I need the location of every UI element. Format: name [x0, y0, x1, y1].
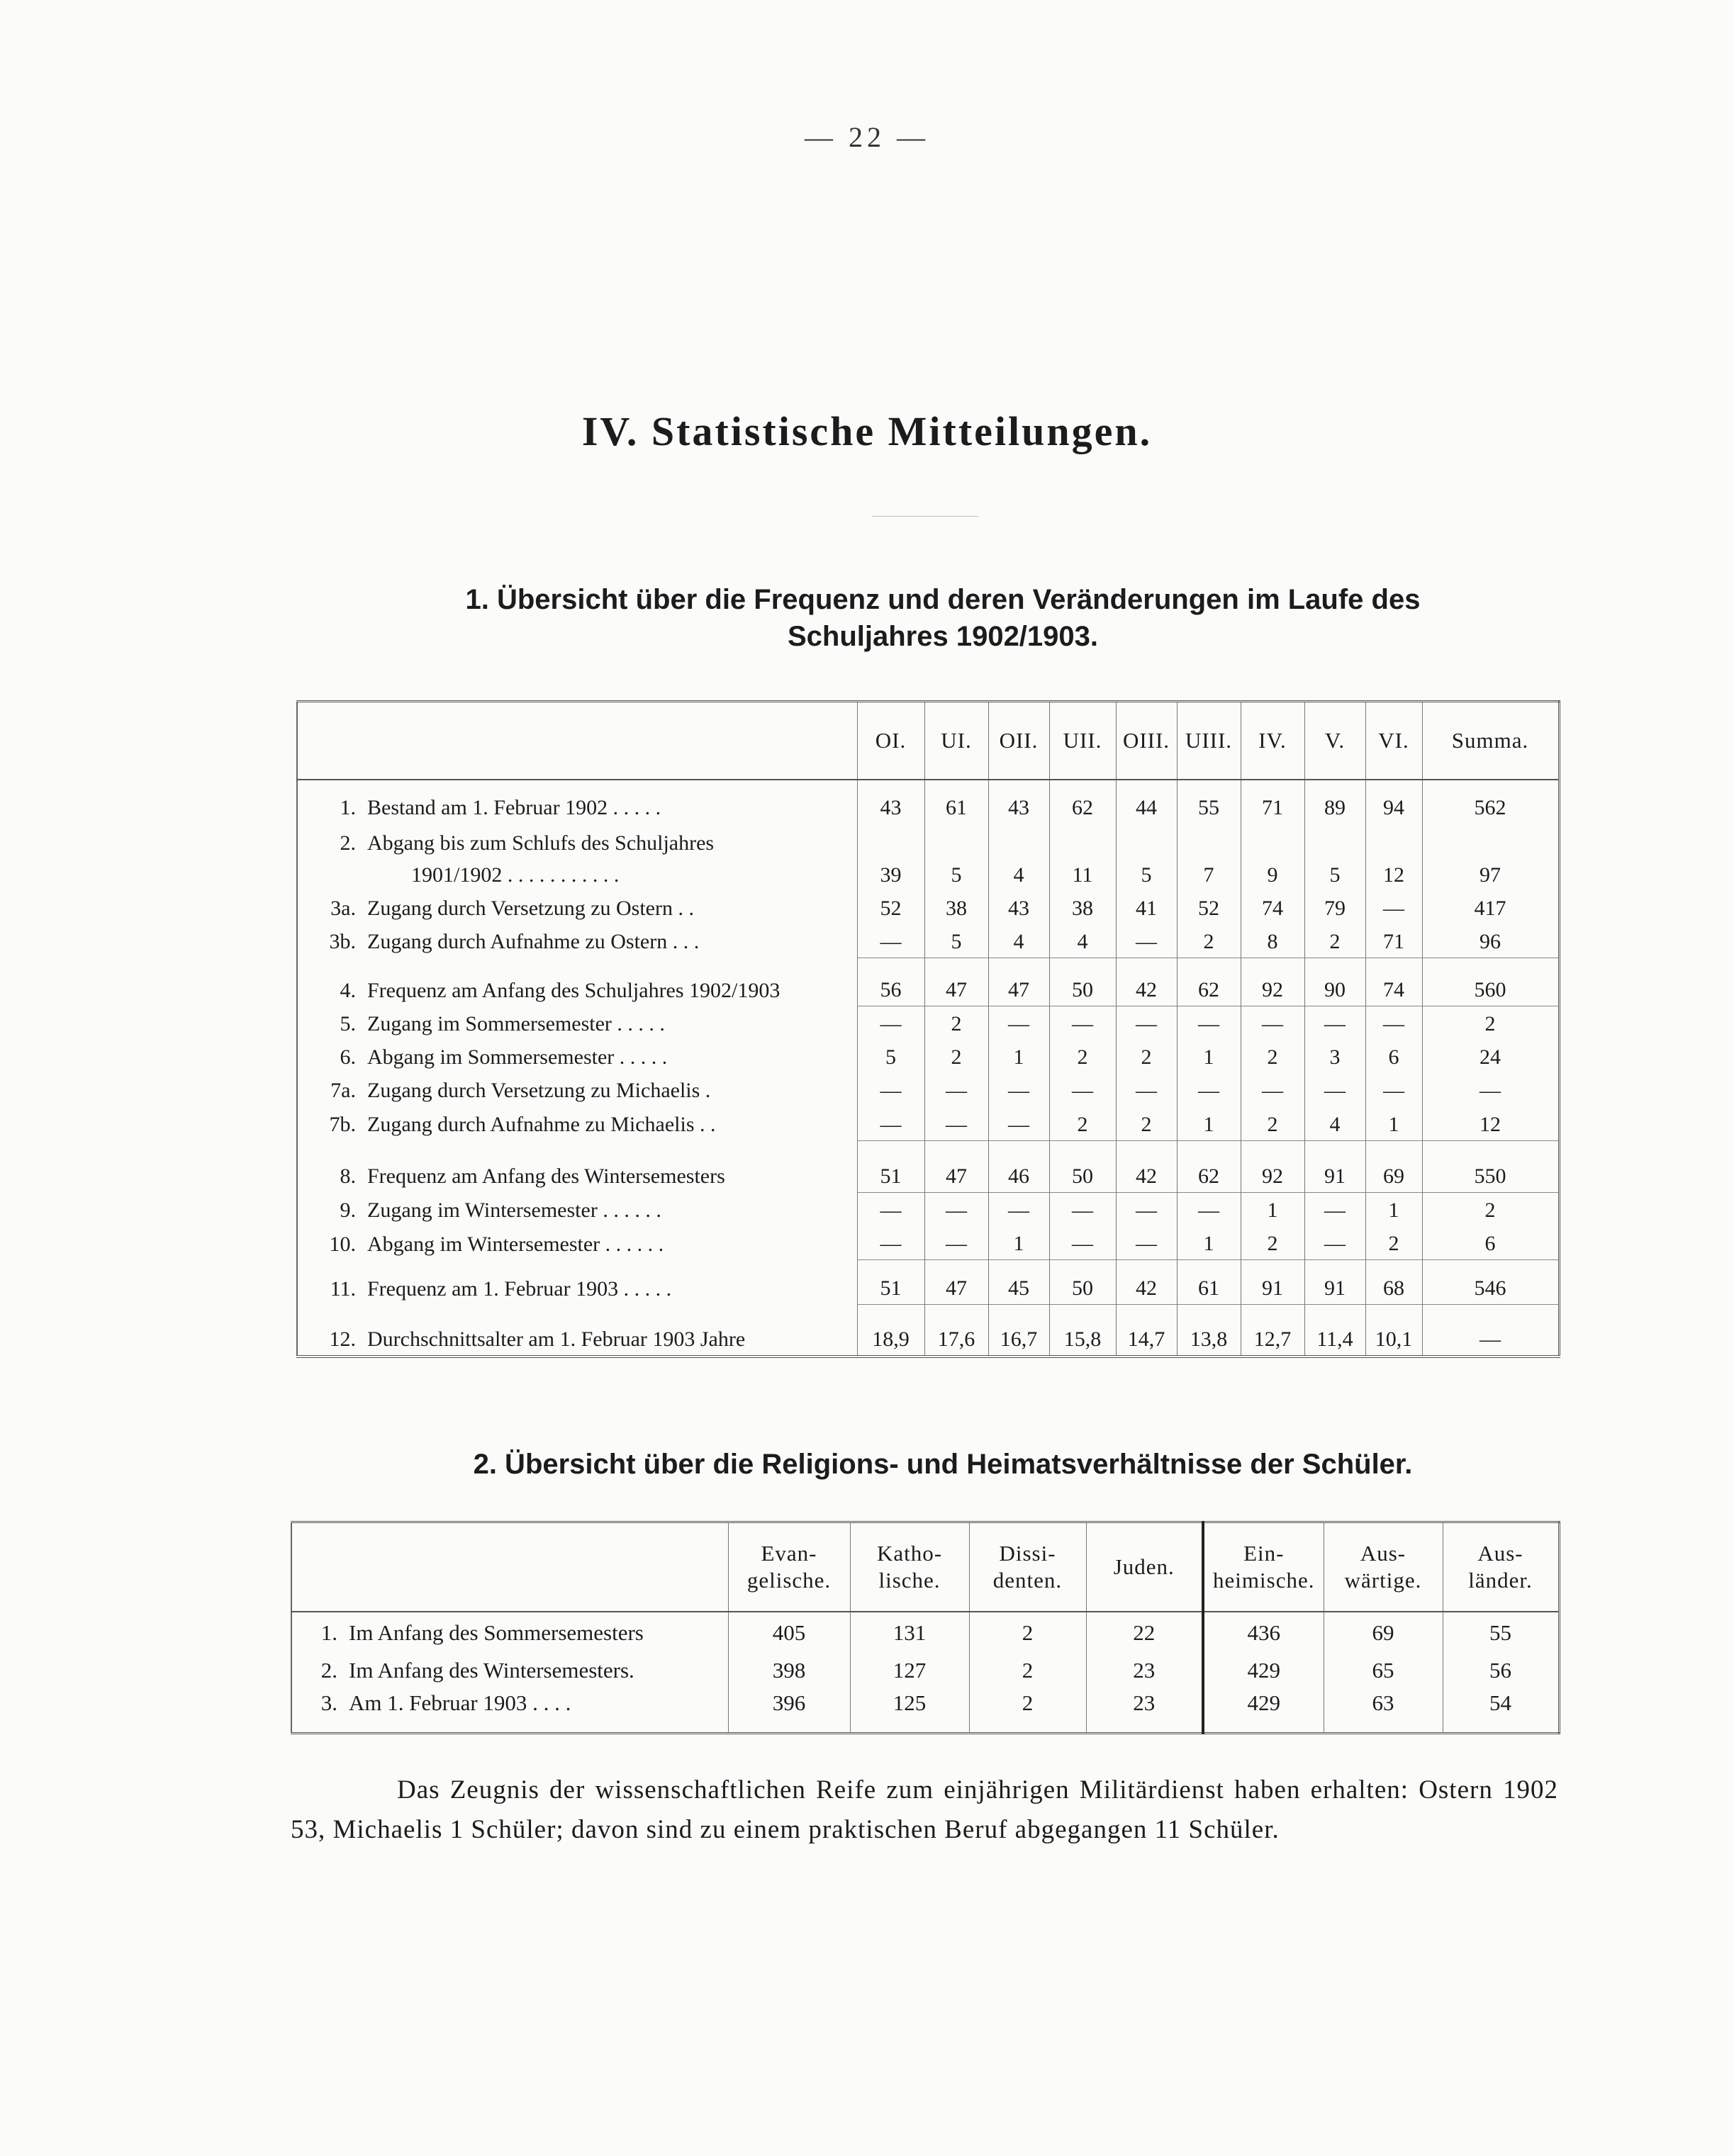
- header-empty: [297, 702, 857, 780]
- row-number: 1.: [320, 1620, 337, 1645]
- table-cell: —: [1241, 1073, 1304, 1106]
- column-header-line2: wärtige.: [1344, 1567, 1422, 1593]
- table-cell: 2: [1304, 924, 1365, 958]
- table-cell: 46: [988, 1140, 1049, 1192]
- column-header: OI.: [857, 702, 924, 780]
- table-row: [297, 1260, 1559, 1305]
- table-row: [291, 1687, 1559, 1719]
- table-cell: —: [1116, 1192, 1177, 1226]
- table-cell: 12: [1422, 1106, 1559, 1140]
- table-cell: 14,7: [1116, 1305, 1177, 1357]
- table-cell: —: [924, 1192, 988, 1226]
- row-label-text: Zugang durch Aufnahme zu Michaelis . .: [367, 1113, 716, 1137]
- row-label-text-continued: 1901/1902 . . . . . . . . . . .: [411, 863, 620, 887]
- column-header: [728, 1522, 850, 1612]
- table-cell: 8: [1241, 924, 1304, 958]
- row-label-text: Bestand am 1. Februar 1902 . . . . .: [367, 796, 661, 820]
- table-cell: 89: [1304, 780, 1365, 824]
- spacer-cell: [850, 1719, 969, 1734]
- section-title: IV. Statistische Mitteilungen.: [581, 408, 1153, 454]
- table-cell: —: [1049, 1192, 1116, 1226]
- table-cell: 2: [1116, 1106, 1177, 1140]
- table-row: [291, 1654, 1559, 1687]
- column-header: UII.: [1049, 702, 1116, 780]
- header-empty: [291, 1522, 728, 1612]
- row-number: 7a.: [330, 1079, 356, 1103]
- table-cell: 90: [1304, 958, 1365, 1006]
- table-cell: 1: [1177, 1226, 1241, 1260]
- table-cell: 13,8: [1177, 1305, 1241, 1357]
- table-cell: 68: [1365, 1260, 1422, 1305]
- table-cell: 91: [1241, 1260, 1304, 1305]
- column-header-line1: Ein-: [1243, 1540, 1285, 1566]
- table-row: [297, 1040, 1559, 1073]
- table-cell: 127: [850, 1654, 969, 1687]
- table-cell: 43: [988, 780, 1049, 824]
- row-label: [297, 1305, 857, 1357]
- table-cell: 398: [728, 1654, 850, 1687]
- table-row: [297, 924, 1559, 958]
- table-cell: 550: [1422, 1140, 1559, 1192]
- table-cell: 38: [1049, 891, 1116, 924]
- table-cell: —: [924, 1226, 988, 1260]
- table-cell: 38: [924, 891, 988, 924]
- table-cell: 2: [1049, 1106, 1116, 1140]
- table-cell: 62: [1177, 958, 1241, 1006]
- table-cell: 2: [1365, 1226, 1422, 1260]
- table-cell: 47: [924, 1140, 988, 1192]
- table-cell: 560: [1422, 958, 1559, 1006]
- column-header: OII.: [988, 702, 1049, 780]
- table-cell: —: [1049, 1073, 1116, 1106]
- table-cell: 52: [1177, 891, 1241, 924]
- table-row: [297, 1192, 1559, 1226]
- table-cell: 1: [1241, 1192, 1304, 1226]
- table-cell: 2: [924, 1006, 988, 1040]
- spacer-cell: [1086, 1719, 1203, 1734]
- column-header: [1086, 1522, 1203, 1612]
- row-label-text: Im Anfang des Wintersemesters.: [349, 1657, 634, 1683]
- row-number: 12.: [329, 1327, 356, 1351]
- table-cell: 55: [1443, 1612, 1559, 1654]
- footnote-text: Das Zeugnis der wissenschaftlichen Reife zum einjährigen Militärdienst haben erhalten: Ostern 1902 53, Michaelis 1 Schüler; davon sind zu einem praktischen Beruf abgegangen 11 Schüler.: [291, 1775, 1558, 1844]
- row-number: 3.: [320, 1690, 337, 1715]
- spacer-row: [291, 1719, 1559, 1734]
- table-cell: —: [1304, 1006, 1365, 1040]
- table-cell: 42: [1116, 1260, 1177, 1305]
- column-header-line1: Juden.: [1113, 1554, 1175, 1579]
- table-cell: 405: [728, 1612, 850, 1654]
- table-cell: 43: [857, 780, 924, 824]
- table-cell: 97: [1422, 824, 1559, 890]
- table-cell: 47: [988, 958, 1049, 1006]
- table-cell: —: [1116, 1073, 1177, 1106]
- column-header-line2: lische.: [878, 1567, 941, 1593]
- row-label-text: Durchschnittsalter am 1. Februar 1903 Jahre: [367, 1327, 746, 1351]
- table-cell: 4: [988, 824, 1049, 890]
- table-row: [297, 891, 1559, 924]
- table-cell: —: [1304, 1073, 1365, 1106]
- table-cell: 5: [1116, 824, 1177, 890]
- row-label-text: Abgang im Sommersemester . . . . .: [367, 1045, 668, 1069]
- table-cell: 56: [1443, 1654, 1559, 1687]
- table-cell: —: [1177, 1006, 1241, 1040]
- table-cell: 17,6: [924, 1305, 988, 1357]
- row-label: [291, 1687, 728, 1719]
- table-row: [297, 1006, 1559, 1040]
- table-cell: —: [988, 1192, 1049, 1226]
- column-header: [1324, 1522, 1443, 1612]
- column-header-line1: Aus-: [1477, 1540, 1523, 1566]
- table-row: [297, 1073, 1559, 1106]
- table-cell: 63: [1324, 1687, 1443, 1719]
- row-label-text: Im Anfang des Sommersemesters: [349, 1620, 644, 1645]
- row-label-text: Frequenz am Anfang des Wintersemesters: [367, 1164, 725, 1189]
- spacer-cell: [1324, 1719, 1443, 1734]
- frequency-heading: 1. Übersicht über die Frequenz und deren Veränderungen im Laufe des Schuljahres 1902/1903.: [465, 584, 1421, 652]
- row-label-text: Frequenz am Anfang des Schuljahres 1902/1903: [367, 978, 781, 1002]
- table-cell: 50: [1049, 1140, 1116, 1192]
- table-cell: —: [1116, 1006, 1177, 1040]
- frequency-table: [296, 700, 1560, 1358]
- table-cell: 74: [1241, 891, 1304, 924]
- spacer-cell: [1203, 1719, 1324, 1734]
- table-cell: —: [1116, 924, 1177, 958]
- table-cell: 7: [1177, 824, 1241, 890]
- column-header-line2: länder.: [1468, 1567, 1533, 1593]
- table-cell: —: [1304, 1192, 1365, 1226]
- table-cell: 50: [1049, 958, 1116, 1006]
- table-cell: 131: [850, 1612, 969, 1654]
- table-cell: 47: [924, 1260, 988, 1305]
- table-cell: —: [1365, 1073, 1422, 1106]
- table-cell: —: [1365, 1006, 1422, 1040]
- table-cell: 436: [1203, 1612, 1324, 1654]
- table-cell: 1: [1365, 1192, 1422, 1226]
- table-row: [291, 1612, 1559, 1654]
- row-label-text: Zugang im Sommersemester . . . . .: [367, 1012, 665, 1036]
- table-cell: 1: [988, 1040, 1049, 1073]
- table-cell: 546: [1422, 1260, 1559, 1305]
- table-cell: 4: [1049, 924, 1116, 958]
- row-number: 9.: [340, 1198, 356, 1223]
- table-cell: 12: [1365, 824, 1422, 890]
- row-label-text: Zugang im Wintersemester . . . . . .: [367, 1198, 661, 1223]
- row-label-text: Zugang durch Versetzung zu Ostern . .: [367, 896, 694, 920]
- row-label: [291, 1612, 728, 1654]
- table-cell: —: [924, 1073, 988, 1106]
- table-cell: 5: [857, 1040, 924, 1073]
- table-cell: 69: [1365, 1140, 1422, 1192]
- table-cell: 62: [1049, 780, 1116, 824]
- column-header: [969, 1522, 1086, 1612]
- table-cell: 2: [1241, 1106, 1304, 1140]
- column-header-line1: Katho-: [876, 1540, 943, 1566]
- row-label: [297, 891, 857, 924]
- column-header: UI.: [924, 702, 988, 780]
- table-cell: 2: [1049, 1040, 1116, 1073]
- row-number: 2.: [320, 1657, 337, 1683]
- row-label: [297, 1006, 857, 1040]
- table-cell: 45: [988, 1260, 1049, 1305]
- row-label-text: Zugang durch Aufnahme zu Ostern . . .: [367, 930, 700, 954]
- table-cell: —: [1177, 1192, 1241, 1226]
- table-cell: 5: [924, 924, 988, 958]
- table-cell: 4: [988, 924, 1049, 958]
- table-cell: 91: [1304, 1260, 1365, 1305]
- page-number: — 22 —: [805, 121, 929, 153]
- table-cell: —: [857, 1226, 924, 1260]
- table-cell: 5: [924, 824, 988, 890]
- row-label-text: Zugang durch Versetzung zu Michaelis .: [367, 1079, 711, 1103]
- row-label: [297, 1040, 857, 1073]
- table-row: [297, 1106, 1559, 1140]
- table-cell: 9: [1241, 824, 1304, 890]
- row-label: [297, 924, 857, 958]
- table-cell: 23: [1086, 1687, 1203, 1719]
- row-label: [297, 1226, 857, 1260]
- row-label: [297, 824, 857, 890]
- table-cell: 2: [969, 1654, 1086, 1687]
- table-cell: 562: [1422, 780, 1559, 824]
- table-row: [297, 958, 1559, 1006]
- religion-table: [291, 1521, 1560, 1734]
- table-cell: 16,7: [988, 1305, 1049, 1357]
- table-cell: 44: [1116, 780, 1177, 824]
- table-cell: 52: [857, 891, 924, 924]
- row-number: 4.: [340, 978, 356, 1002]
- row-number: 7b.: [329, 1113, 356, 1137]
- table-cell: 56: [857, 958, 924, 1006]
- table-cell: —: [1422, 1073, 1559, 1106]
- table-cell: —: [1049, 1226, 1116, 1260]
- table-cell: 5: [1304, 824, 1365, 890]
- table-cell: 6: [1422, 1226, 1559, 1260]
- table-cell: 96: [1422, 924, 1559, 958]
- column-header: [850, 1522, 969, 1612]
- table-cell: 11: [1049, 824, 1116, 890]
- table-cell: —: [1422, 1305, 1559, 1357]
- table-cell: 125: [850, 1687, 969, 1719]
- table-cell: 429: [1203, 1654, 1324, 1687]
- religion-header-row: [291, 1522, 1559, 1612]
- title-divider: [872, 516, 978, 517]
- table-cell: 2: [1116, 1040, 1177, 1073]
- table-cell: 92: [1241, 958, 1304, 1006]
- religion-heading: 2. Übersicht über die Religions- und Heimatsverhältnisse der Schüler.: [473, 1449, 1413, 1480]
- footnote: [291, 1770, 1558, 1850]
- table-cell: 4: [1304, 1106, 1365, 1140]
- table-row: [297, 780, 1559, 824]
- column-header-line2: denten.: [992, 1567, 1063, 1593]
- table-cell: 15,8: [1049, 1305, 1116, 1357]
- table-cell: 1: [1365, 1106, 1422, 1140]
- table-cell: 55: [1177, 780, 1241, 824]
- row-label: [297, 1260, 857, 1305]
- spacer-cell: [969, 1719, 1086, 1734]
- column-header: IV.: [1241, 702, 1304, 780]
- row-label: [297, 780, 857, 824]
- table-cell: 2: [969, 1612, 1086, 1654]
- table-cell: —: [988, 1106, 1049, 1140]
- row-label-text: Frequenz am 1. Februar 1903 . . . . .: [367, 1276, 672, 1301]
- table-cell: —: [988, 1073, 1049, 1106]
- row-label: [291, 1654, 728, 1687]
- row-number: 8.: [340, 1164, 356, 1189]
- table-cell: 94: [1365, 780, 1422, 824]
- column-header: [1203, 1522, 1324, 1612]
- table-cell: 1: [1177, 1040, 1241, 1073]
- table-cell: 54: [1443, 1687, 1559, 1719]
- column-header: VI.: [1365, 702, 1422, 780]
- table-cell: 2: [1241, 1040, 1304, 1073]
- table-cell: 3: [1304, 1040, 1365, 1073]
- table-cell: —: [1365, 891, 1422, 924]
- row-number: 10.: [329, 1232, 356, 1256]
- table-cell: —: [1241, 1006, 1304, 1040]
- row-label: [297, 1192, 857, 1226]
- column-header: [1443, 1522, 1559, 1612]
- table-row: [297, 1140, 1559, 1192]
- table-row: [297, 824, 1559, 890]
- table-cell: 10,1: [1365, 1305, 1422, 1357]
- row-label-text: Abgang im Wintersemester . . . . . .: [367, 1232, 664, 1256]
- row-label: [297, 1073, 857, 1106]
- table-cell: —: [1049, 1006, 1116, 1040]
- table-cell: —: [857, 1006, 924, 1040]
- row-label-text: Abgang bis zum Schlufs des Schuljahres: [367, 831, 715, 855]
- row-label: [297, 1106, 857, 1140]
- table-cell: 74: [1365, 958, 1422, 1006]
- column-header-line1: Aus-: [1360, 1540, 1406, 1566]
- column-header: OIII.: [1116, 702, 1177, 780]
- table-cell: 65: [1324, 1654, 1443, 1687]
- row-number: 5.: [340, 1012, 356, 1036]
- table-cell: 417: [1422, 891, 1559, 924]
- column-header-line1: Dissi-: [999, 1540, 1056, 1566]
- table-cell: 51: [857, 1140, 924, 1192]
- table-cell: 2: [1422, 1192, 1559, 1226]
- row-number: 3a.: [330, 896, 356, 920]
- table-cell: —: [1177, 1073, 1241, 1106]
- table-cell: 1: [1177, 1106, 1241, 1140]
- table-cell: 39: [857, 824, 924, 890]
- table-cell: 69: [1324, 1612, 1443, 1654]
- table-row: [297, 1226, 1559, 1260]
- table-cell: —: [857, 1073, 924, 1106]
- table-cell: 2: [1177, 924, 1241, 958]
- table-cell: —: [1304, 1226, 1365, 1260]
- spacer-cell: [1443, 1719, 1559, 1734]
- table-cell: 1: [988, 1226, 1049, 1260]
- table-cell: 79: [1304, 891, 1365, 924]
- row-number: 11.: [330, 1276, 356, 1301]
- table-cell: —: [857, 1192, 924, 1226]
- table-cell: 47: [924, 958, 988, 1006]
- spacer-cell: [728, 1719, 850, 1734]
- table-cell: 42: [1116, 1140, 1177, 1192]
- column-header: Summa.: [1422, 702, 1559, 780]
- table-cell: 24: [1422, 1040, 1559, 1073]
- table-cell: 22: [1086, 1612, 1203, 1654]
- row-number: 2.: [340, 831, 356, 855]
- table-cell: 2: [1422, 1006, 1559, 1040]
- table-cell: 50: [1049, 1260, 1116, 1305]
- row-label-text: Am 1. Februar 1903 . . . .: [349, 1690, 571, 1715]
- table-cell: 42: [1116, 958, 1177, 1006]
- table-cell: 61: [1177, 1260, 1241, 1305]
- table-cell: 11,4: [1304, 1305, 1365, 1357]
- table-row: [297, 1305, 1559, 1357]
- table-cell: 396: [728, 1687, 850, 1719]
- table-cell: 2: [924, 1040, 988, 1073]
- column-header-line2: heimische.: [1213, 1567, 1315, 1593]
- table-cell: —: [988, 1006, 1049, 1040]
- table-cell: 51: [857, 1260, 924, 1305]
- row-label: [297, 1140, 857, 1192]
- table-cell: 71: [1241, 780, 1304, 824]
- table-cell: 2: [969, 1687, 1086, 1719]
- table-cell: 6: [1365, 1040, 1422, 1073]
- table-cell: 43: [988, 891, 1049, 924]
- table-cell: 2: [1241, 1226, 1304, 1260]
- row-label: [297, 958, 857, 1006]
- table-cell: 61: [924, 780, 988, 824]
- row-number: 1.: [340, 796, 356, 820]
- table-cell: 12,7: [1241, 1305, 1304, 1357]
- frequency-header-row: [297, 702, 1559, 780]
- row-number: 6.: [340, 1045, 356, 1069]
- table-cell: —: [857, 1106, 924, 1140]
- column-header-line1: Evan-: [761, 1540, 817, 1566]
- table-cell: 18,9: [857, 1305, 924, 1357]
- table-cell: 62: [1177, 1140, 1241, 1192]
- table-cell: 71: [1365, 924, 1422, 958]
- column-header-line2: gelische.: [746, 1567, 832, 1593]
- table-cell: —: [924, 1106, 988, 1140]
- table-cell: 91: [1304, 1140, 1365, 1192]
- table-cell: —: [1116, 1226, 1177, 1260]
- column-header: UIII.: [1177, 702, 1241, 780]
- table-cell: 41: [1116, 891, 1177, 924]
- spacer-cell: [291, 1719, 728, 1734]
- row-number: 3b.: [329, 930, 356, 954]
- table-cell: —: [857, 924, 924, 958]
- table-cell: 429: [1203, 1687, 1324, 1719]
- column-header: V.: [1304, 702, 1365, 780]
- table-cell: 23: [1086, 1654, 1203, 1687]
- table-cell: 92: [1241, 1140, 1304, 1192]
